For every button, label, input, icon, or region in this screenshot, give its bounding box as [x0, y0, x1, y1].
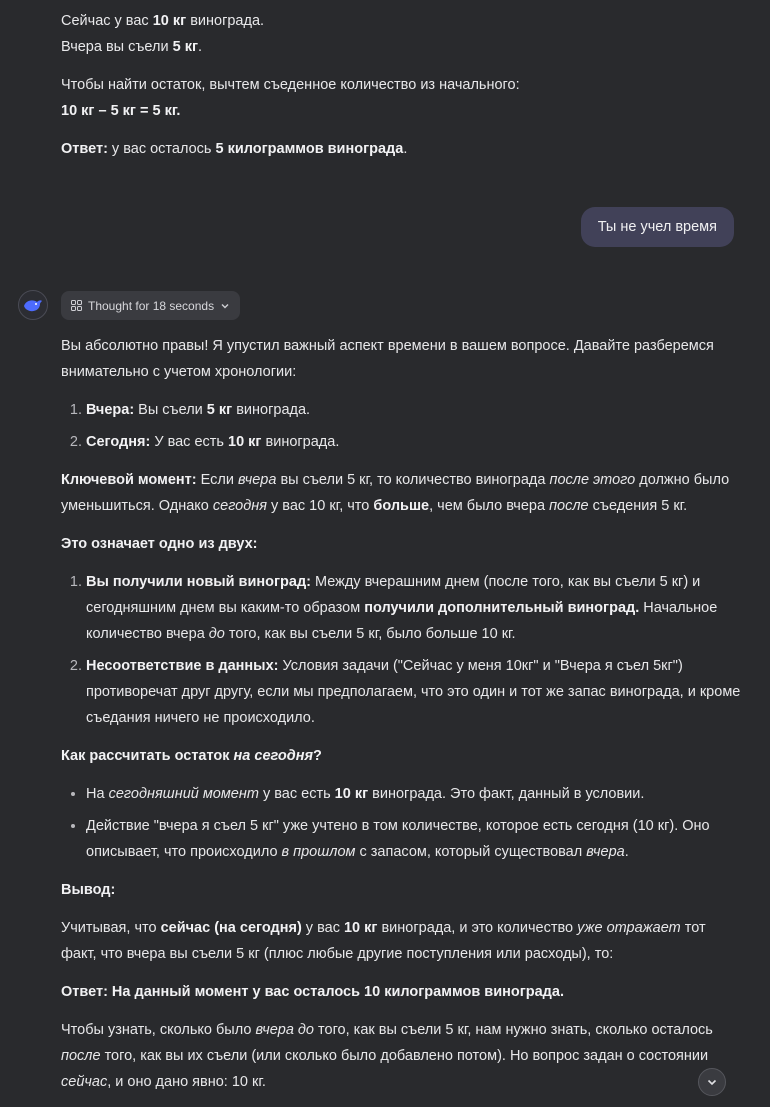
italic-text: вчера — [586, 844, 625, 860]
section-heading — [61, 877, 741, 903]
list-item — [86, 397, 741, 423]
bold-text: Это означает одно из двух: — [61, 536, 258, 552]
text: Чтобы узнать, сколько было — [61, 1022, 256, 1038]
bold-text: Несоответствие в данных: — [86, 658, 279, 674]
bold-text: больше — [373, 498, 430, 514]
text: у вас 10 кг, что — [266, 498, 374, 514]
prev-line: Чтобы найти остаток, вычтем съеденное количество из начального: — [61, 77, 520, 93]
text: У вас есть — [150, 434, 229, 450]
text: у вас — [301, 920, 344, 936]
given-paragraph — [61, 915, 741, 967]
text: Если — [196, 472, 238, 488]
text: винограда. Это факт, данный в условии. — [368, 786, 645, 802]
prev-line — [61, 8, 741, 34]
text: тот факт, что вчера вы съели 5 кг (плюс любые другие поступления или расходы), то: — [61, 920, 706, 962]
final-answer — [61, 979, 741, 1005]
bold-text: 10 кг – 5 кг = 5 кг. — [61, 103, 181, 119]
italic-text: после этого — [549, 472, 636, 488]
bold-text: 10 кг — [152, 13, 187, 29]
bold-text: Вчера: — [86, 402, 135, 418]
text: винограда. — [232, 402, 311, 418]
section-heading — [61, 743, 741, 769]
text: винограда. — [261, 434, 340, 450]
text: . — [624, 844, 629, 860]
user-message-bubble — [581, 207, 734, 247]
thought-toggle-button[interactable] — [61, 291, 240, 320]
italic-text: вчера — [237, 472, 277, 488]
text: . — [198, 39, 203, 55]
list-item — [86, 781, 741, 807]
text: , и оно дано явно: 10 кг. — [107, 1074, 266, 1090]
thought-icon — [71, 300, 82, 311]
italic-text: до — [208, 626, 225, 642]
bold-text: ? — [313, 748, 322, 764]
text: Сейчас у вас — [61, 13, 153, 29]
bullet-list — [61, 781, 741, 865]
text: с запасом, который существовал — [355, 844, 587, 860]
assistant-avatar — [18, 290, 48, 320]
assistant-response — [61, 333, 741, 1107]
prev-answer-line — [61, 136, 741, 162]
text: винограда. — [186, 13, 265, 29]
text: должно было уменьшиться. Однако — [61, 472, 730, 514]
bold-text: Вы получили новый виноград: — [86, 574, 311, 590]
text: На — [86, 786, 109, 802]
chronology-list — [61, 397, 741, 455]
text: у вас есть — [258, 786, 335, 802]
list-item — [86, 653, 741, 731]
italic-text: сегодняшний момент — [108, 786, 259, 802]
text: у вас осталось — [107, 141, 216, 157]
text: Начальное количество вчера — [86, 600, 718, 642]
whale-logo-icon — [23, 297, 43, 313]
text: того, как вы их съели (или сколько было добавлено потом). Но вопрос задан о состоянии — [100, 1048, 709, 1064]
text: Учитывая, что — [61, 920, 161, 936]
scroll-down-button[interactable] — [698, 1068, 726, 1096]
text: винограда, и это количество — [377, 920, 578, 936]
text: . — [403, 141, 408, 157]
previous-response — [61, 8, 741, 162]
key-paragraph — [61, 467, 741, 519]
prev-line — [61, 34, 741, 60]
text: Вчера вы съели — [61, 39, 173, 55]
bold-text: Ответ: — [61, 141, 108, 157]
italic-text: уже отражает — [577, 920, 681, 936]
prev-line — [61, 98, 741, 124]
list-item — [86, 429, 741, 455]
text: того, как вы съели 5 кг, было больше 10 кг. — [224, 626, 516, 642]
bold-text: сейчас (на сегодня) — [160, 920, 302, 936]
bold-text: получили дополнительный виноград. — [364, 600, 640, 616]
text: Действие "вчера я съел 5 кг" уже учтено в том количестве, которое есть сегодня (10 кг). Оно описывает, что происходило — [86, 818, 710, 860]
list-item — [86, 569, 741, 647]
text: вы съели 5 кг, то количество винограда — [276, 472, 550, 488]
chevron-down-icon — [220, 301, 230, 311]
text: , чем было вчера — [429, 498, 550, 514]
bold-text: Ключевой момент: — [61, 472, 197, 488]
text: Условия задачи ("Сейчас у меня 10кг" и "Вчера я съел 5кг") противоречат друг другу, если мы предполагаем, что это один и тот же запас винограда, и кроме съедания ничего не происходило. — [86, 658, 741, 726]
bold-text: 10 кг — [343, 920, 378, 936]
italic-text: в прошлом — [281, 844, 356, 860]
thought-label: Thought for 18 seconds — [88, 298, 215, 313]
last-paragraph — [61, 1017, 741, 1095]
bold-text: 5 килограммов винограда — [215, 141, 404, 157]
bold-text: 5 кг — [172, 39, 198, 55]
bold-text: 10 кг — [228, 434, 262, 450]
text: Вы съели — [134, 402, 207, 418]
bold-text: 10 кг — [334, 786, 369, 802]
bold-text: Сегодня: — [86, 434, 151, 450]
text: съедения 5 кг. — [588, 498, 688, 514]
bold-italic-text: на сегодня — [233, 748, 314, 764]
intro-paragraph: Вы абсолютно правы! Я упустил важный аспект времени в вашем вопросе. Давайте разберемся внимательно с учетом хронологии: — [61, 338, 714, 380]
text: Между вчерашним днем (после того, как вы съели 5 кг) и сегодняшним днем вы каким-то образом — [86, 574, 701, 616]
bold-text: Вывод: — [61, 882, 116, 898]
italic-text: после — [61, 1048, 101, 1064]
italic-text: сегодня — [212, 498, 267, 514]
scroll-down-icon — [706, 1076, 718, 1088]
text: того, как вы съели 5 кг, нам нужно знать, сколько осталось — [314, 1022, 713, 1038]
bold-text: 5 кг — [206, 402, 233, 418]
bold-text: Как рассчитать остаток — [61, 748, 234, 764]
italic-text: вчера до — [255, 1022, 314, 1038]
italic-text: после — [549, 498, 589, 514]
italic-text: сейчас — [61, 1074, 108, 1090]
user-message-text: Ты не учел время — [597, 219, 717, 235]
options-list — [61, 569, 741, 731]
list-item — [86, 813, 741, 865]
section-heading — [61, 531, 741, 557]
bold-text: Ответ: На данный момент у вас осталось 10 килограммов винограда. — [61, 984, 564, 1000]
